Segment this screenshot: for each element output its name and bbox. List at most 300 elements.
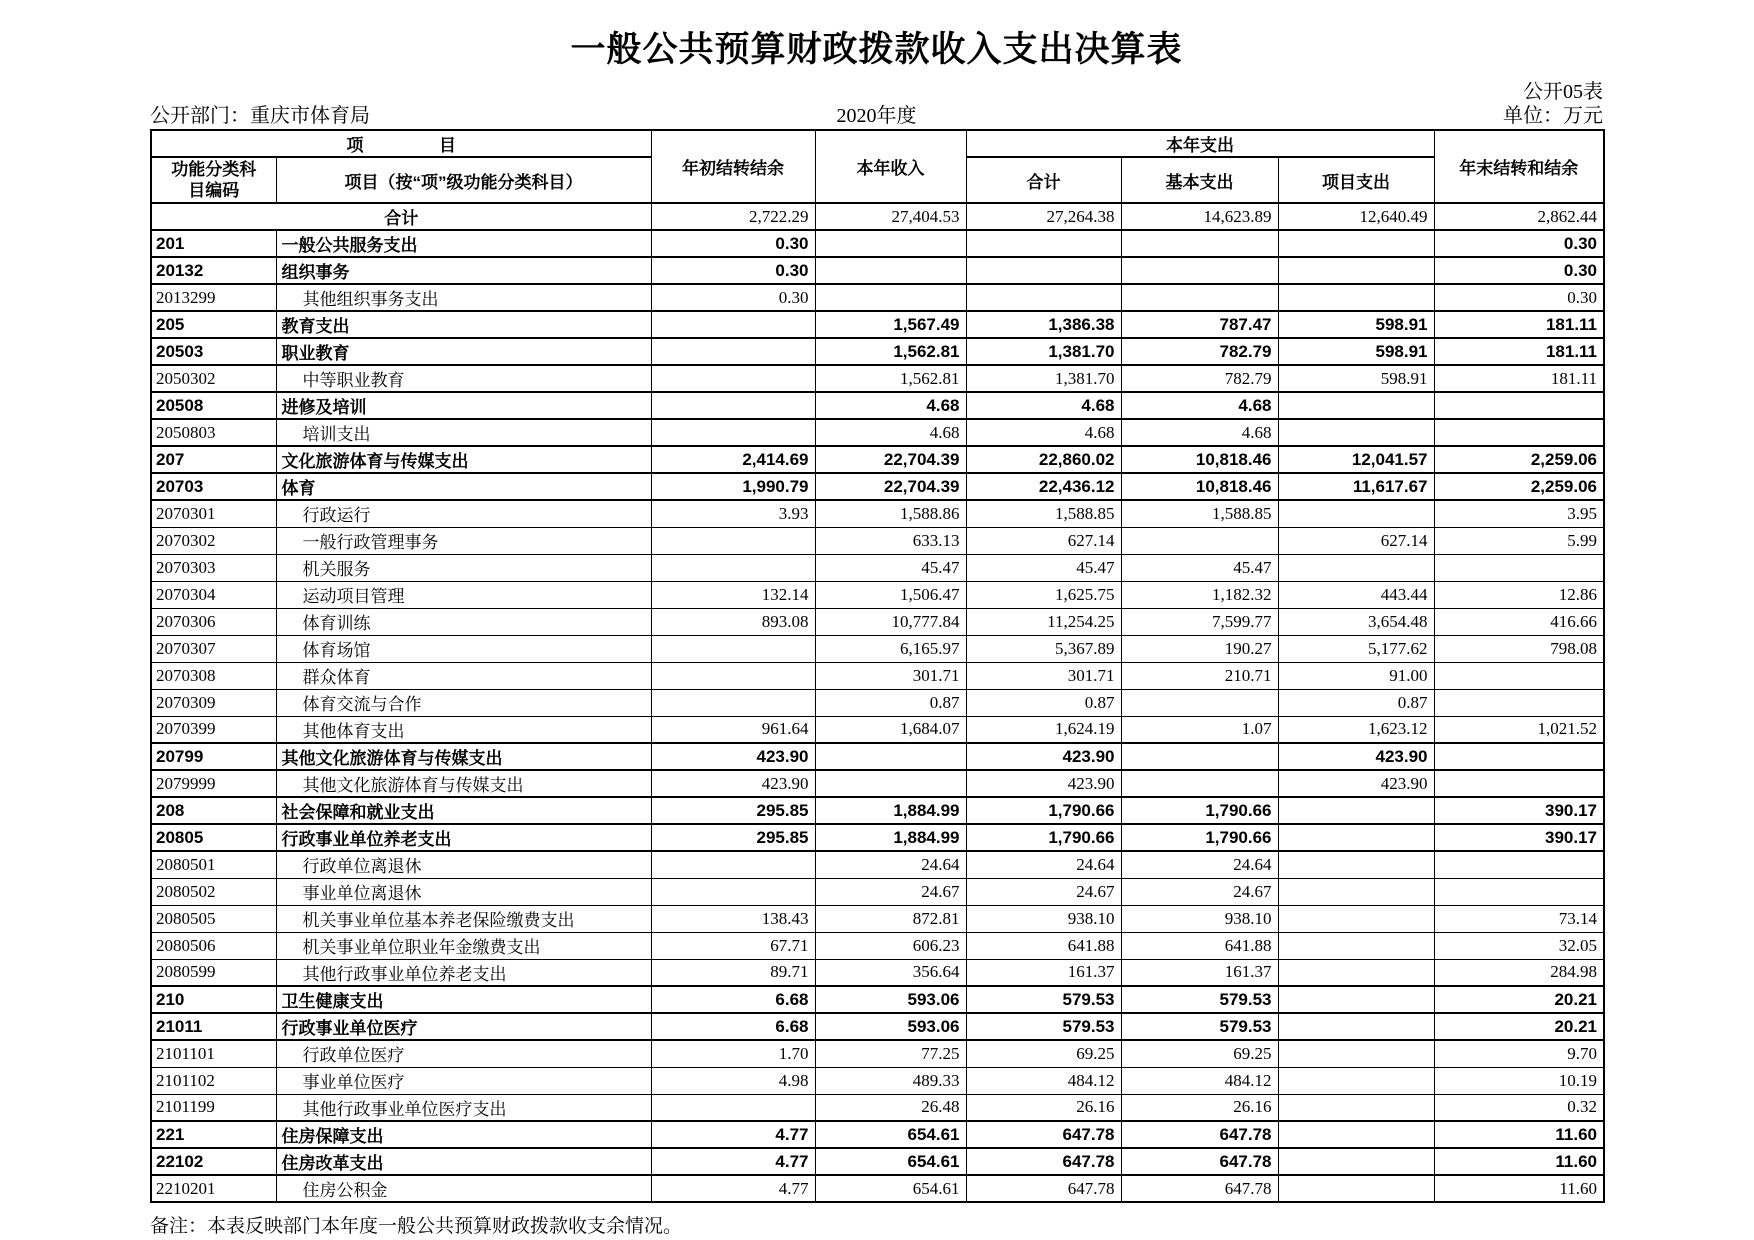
- table-row: [151, 905, 1604, 932]
- table-number-label: 公开05表: [1523, 81, 1603, 103]
- row-value: 390.17: [1434, 824, 1604, 851]
- row-value: [651, 662, 815, 689]
- row-value: 4.98: [651, 1067, 815, 1094]
- table-row: [151, 959, 1604, 986]
- row-function-code: 2080502: [151, 878, 276, 905]
- row-value: 798.08: [1434, 635, 1604, 662]
- header-opening-balance: 年初结转结余: [651, 130, 815, 203]
- row-item-name: 事业单位医疗: [276, 1067, 651, 1094]
- row-value: 2,414.69: [651, 446, 815, 473]
- row-value: 1,790.66: [966, 824, 1121, 851]
- row-value: [651, 689, 815, 716]
- table-row: [151, 338, 1604, 365]
- row-value: 4.68: [815, 419, 966, 446]
- header-item-group: 项 目: [151, 130, 651, 157]
- row-value: [966, 257, 1121, 284]
- table-row: [151, 770, 1604, 797]
- row-value: 0.30: [1434, 230, 1604, 257]
- table-row: [151, 419, 1604, 446]
- table-row: [151, 824, 1604, 851]
- row-value: [1278, 1121, 1434, 1148]
- row-value: [1278, 230, 1434, 257]
- row-function-code: 20703: [151, 473, 276, 500]
- row-value: 0.30: [651, 284, 815, 311]
- row-value: 654.61: [815, 1175, 966, 1202]
- row-item-name: 运动项目管理: [276, 581, 651, 608]
- row-function-code: 2070308: [151, 662, 276, 689]
- row-value: 301.71: [966, 662, 1121, 689]
- table-row: [151, 257, 1604, 284]
- row-value: [651, 878, 815, 905]
- row-value: [1121, 527, 1278, 554]
- row-value: [966, 284, 1121, 311]
- row-value: 938.10: [966, 905, 1121, 932]
- row-value: 1,884.99: [815, 797, 966, 824]
- row-value: 647.78: [966, 1148, 1121, 1175]
- row-item-name: 一般行政管理事务: [276, 527, 651, 554]
- table-row: [151, 797, 1604, 824]
- table-row: [151, 1040, 1604, 1067]
- row-item-name: 事业单位离退休: [276, 878, 651, 905]
- row-function-code: 201: [151, 230, 276, 257]
- header-exp-project: 项目支出: [1278, 157, 1434, 203]
- row-value: [1434, 662, 1604, 689]
- table-row: [151, 1067, 1604, 1094]
- table-header: [151, 130, 1604, 203]
- row-value: 22,436.12: [966, 473, 1121, 500]
- row-value: 598.91: [1278, 311, 1434, 338]
- row-value: [651, 851, 815, 878]
- row-item-name: 体育交流与合作: [276, 689, 651, 716]
- row-value: 12,640.49: [1278, 203, 1434, 230]
- row-value: [815, 284, 966, 311]
- meta-row: [150, 104, 1603, 128]
- row-value: [651, 311, 815, 338]
- row-value: 4.68: [1121, 392, 1278, 419]
- row-value: [1121, 770, 1278, 797]
- row-function-code: 2101199: [151, 1094, 276, 1121]
- row-value: 12.86: [1434, 581, 1604, 608]
- row-value: [1121, 743, 1278, 770]
- table-row: [151, 851, 1604, 878]
- row-value: 390.17: [1434, 797, 1604, 824]
- table-row: [151, 365, 1604, 392]
- header-function-code: 功能分类科 目编码: [151, 157, 276, 203]
- row-value: 1,625.75: [966, 581, 1121, 608]
- table-row: [151, 311, 1604, 338]
- row-value: 1,588.86: [815, 500, 966, 527]
- row-function-code: 2070303: [151, 554, 276, 581]
- row-function-code: 20799: [151, 743, 276, 770]
- row-function-code: 2070306: [151, 608, 276, 635]
- row-value: 1,182.32: [1121, 581, 1278, 608]
- department-label: 公开部门：重庆市体育局: [150, 105, 370, 127]
- row-value: [1278, 419, 1434, 446]
- row-value: 647.78: [1121, 1121, 1278, 1148]
- row-value: 132.14: [651, 581, 815, 608]
- row-value: 641.88: [966, 932, 1121, 959]
- row-value: 45.47: [966, 554, 1121, 581]
- row-value: 4.68: [815, 392, 966, 419]
- row-value: 2,259.06: [1434, 473, 1604, 500]
- row-item-name: 中等职业教育: [276, 365, 651, 392]
- row-value: [1434, 851, 1604, 878]
- row-value: [815, 743, 966, 770]
- row-value: 484.12: [1121, 1067, 1278, 1094]
- row-value: [1278, 1175, 1434, 1202]
- row-value: 284.98: [1434, 959, 1604, 986]
- row-item-name: 行政事业单位养老支出: [276, 824, 651, 851]
- row-value: 416.66: [1434, 608, 1604, 635]
- table-row: [151, 500, 1604, 527]
- row-value: [1434, 743, 1604, 770]
- row-value: 24.67: [1121, 878, 1278, 905]
- row-item-name: 职业教育: [276, 338, 651, 365]
- table-row: [151, 203, 1604, 230]
- row-value: 0.30: [1434, 257, 1604, 284]
- row-value: 423.90: [651, 770, 815, 797]
- row-value: 423.90: [1278, 770, 1434, 797]
- row-value: [1121, 230, 1278, 257]
- row-value: 73.14: [1434, 905, 1604, 932]
- row-item-name: 群众体育: [276, 662, 651, 689]
- row-value: [1278, 1040, 1434, 1067]
- row-value: 893.08: [651, 608, 815, 635]
- row-value: [815, 770, 966, 797]
- row-value: 593.06: [815, 1013, 966, 1040]
- row-value: 961.64: [651, 716, 815, 743]
- row-value: 489.33: [815, 1067, 966, 1094]
- row-value: 2,259.06: [1434, 446, 1604, 473]
- row-value: [651, 527, 815, 554]
- row-value: 579.53: [966, 986, 1121, 1013]
- row-value: [1121, 284, 1278, 311]
- row-function-code: 2070304: [151, 581, 276, 608]
- row-value: 1,790.66: [1121, 824, 1278, 851]
- table-row: [151, 446, 1604, 473]
- table-row: [151, 581, 1604, 608]
- row-value: 26.48: [815, 1094, 966, 1121]
- row-value: 181.11: [1434, 338, 1604, 365]
- row-value: 1,381.70: [966, 365, 1121, 392]
- fiscal-table: [150, 129, 1605, 1203]
- row-value: [1434, 689, 1604, 716]
- row-value: 423.90: [1278, 743, 1434, 770]
- row-value: 27,404.53: [815, 203, 966, 230]
- table-row: [151, 1148, 1604, 1175]
- table-row: [151, 662, 1604, 689]
- table-row: [151, 716, 1604, 743]
- row-value: 2,862.44: [1434, 203, 1604, 230]
- row-value: 77.25: [815, 1040, 966, 1067]
- row-item-name: 行政事业单位医疗: [276, 1013, 651, 1040]
- row-item-name: 其他行政事业单位医疗支出: [276, 1094, 651, 1121]
- row-value: [1278, 905, 1434, 932]
- row-value: 69.25: [966, 1040, 1121, 1067]
- row-value: 12,041.57: [1278, 446, 1434, 473]
- row-value: [1434, 419, 1604, 446]
- row-value: 22,704.39: [815, 446, 966, 473]
- row-value: [966, 230, 1121, 257]
- row-value: 627.14: [966, 527, 1121, 554]
- row-function-code: 2050302: [151, 365, 276, 392]
- row-value: [1121, 689, 1278, 716]
- row-value: 45.47: [815, 554, 966, 581]
- row-function-code: 2050803: [151, 419, 276, 446]
- table-row: [151, 230, 1604, 257]
- row-value: 26.16: [1121, 1094, 1278, 1121]
- row-function-code: 2070301: [151, 500, 276, 527]
- row-value: [1278, 1094, 1434, 1121]
- table-row: [151, 284, 1604, 311]
- row-value: 1,990.79: [651, 473, 815, 500]
- row-value: 1,381.70: [966, 338, 1121, 365]
- row-value: 1,021.52: [1434, 716, 1604, 743]
- row-item-name: 住房保障支出: [276, 1121, 651, 1148]
- row-value: 4.77: [651, 1148, 815, 1175]
- row-value: 1,624.19: [966, 716, 1121, 743]
- row-value: 1,790.66: [966, 797, 1121, 824]
- row-value: [1434, 770, 1604, 797]
- header-income: 本年收入: [815, 130, 966, 203]
- row-value: 1.07: [1121, 716, 1278, 743]
- row-value: 10.19: [1434, 1067, 1604, 1094]
- row-value: [1278, 257, 1434, 284]
- row-value: 7,599.77: [1121, 608, 1278, 635]
- row-value: [815, 230, 966, 257]
- row-value: [1278, 986, 1434, 1013]
- row-value: 190.27: [1121, 635, 1278, 662]
- row-value: [1278, 1067, 1434, 1094]
- row-value: 647.78: [966, 1175, 1121, 1202]
- row-value: 210.71: [1121, 662, 1278, 689]
- table-row: [151, 608, 1604, 635]
- row-value: 5,177.62: [1278, 635, 1434, 662]
- row-value: 24.67: [815, 878, 966, 905]
- row-item-name: 住房改革支出: [276, 1148, 651, 1175]
- table-row: [151, 1094, 1604, 1121]
- row-value: 11,254.25: [966, 608, 1121, 635]
- row-value: 3.95: [1434, 500, 1604, 527]
- row-value: [1434, 878, 1604, 905]
- row-value: 10,818.46: [1121, 446, 1278, 473]
- row-value: 443.44: [1278, 581, 1434, 608]
- row-value: 654.61: [815, 1148, 966, 1175]
- row-value: 1,386.38: [966, 311, 1121, 338]
- row-item-name: 教育支出: [276, 311, 651, 338]
- table-row: [151, 932, 1604, 959]
- row-value: 484.12: [966, 1067, 1121, 1094]
- row-item-name: 其他文化旅游体育与传媒支出: [276, 770, 651, 797]
- row-value: 5,367.89: [966, 635, 1121, 662]
- row-value: 24.67: [966, 878, 1121, 905]
- row-value: 10,777.84: [815, 608, 966, 635]
- row-value: 181.11: [1434, 365, 1604, 392]
- row-value: [651, 392, 815, 419]
- table-row: [151, 689, 1604, 716]
- row-value: 423.90: [651, 743, 815, 770]
- row-function-code: 21011: [151, 1013, 276, 1040]
- row-value: 0.30: [651, 257, 815, 284]
- row-item-name: 进修及培训: [276, 392, 651, 419]
- row-value: 24.64: [966, 851, 1121, 878]
- row-value: 295.85: [651, 824, 815, 851]
- row-value: [1278, 824, 1434, 851]
- row-value: 6.68: [651, 1013, 815, 1040]
- row-value: [1278, 554, 1434, 581]
- row-value: 0.87: [1278, 689, 1434, 716]
- row-value: [651, 554, 815, 581]
- row-value: 9.70: [1434, 1040, 1604, 1067]
- row-value: 782.79: [1121, 365, 1278, 392]
- row-item-name: 住房公积金: [276, 1175, 651, 1202]
- row-value: [1278, 932, 1434, 959]
- row-value: 938.10: [1121, 905, 1278, 932]
- row-item-name: 行政单位离退休: [276, 851, 651, 878]
- row-item-name: 卫生健康支出: [276, 986, 651, 1013]
- table-row: [151, 392, 1604, 419]
- row-function-code: 2210201: [151, 1175, 276, 1202]
- row-value: 356.64: [815, 959, 966, 986]
- row-value: 598.91: [1278, 338, 1434, 365]
- row-value: 1,588.85: [1121, 500, 1278, 527]
- row-value: 91.00: [1278, 662, 1434, 689]
- table-row: [151, 1121, 1604, 1148]
- row-value: 138.43: [651, 905, 815, 932]
- row-value: 295.85: [651, 797, 815, 824]
- header-closing-balance: 年末结转和结余: [1434, 130, 1604, 203]
- row-function-code: 2101101: [151, 1040, 276, 1067]
- row-value: [651, 419, 815, 446]
- row-function-code: 20503: [151, 338, 276, 365]
- row-value: 69.25: [1121, 1040, 1278, 1067]
- row-item-name: 一般公共服务支出: [276, 230, 651, 257]
- row-value: 26.16: [966, 1094, 1121, 1121]
- table-row: [151, 986, 1604, 1013]
- row-value: 606.23: [815, 932, 966, 959]
- row-item-name: 其他行政事业单位养老支出: [276, 959, 651, 986]
- row-value: 4.68: [1121, 419, 1278, 446]
- table-row: [151, 878, 1604, 905]
- row-value: 0.30: [651, 230, 815, 257]
- row-value: 4.77: [651, 1121, 815, 1148]
- row-value: [1278, 1148, 1434, 1175]
- row-value: 633.13: [815, 527, 966, 554]
- row-function-code: 205: [151, 311, 276, 338]
- row-value: 5.99: [1434, 527, 1604, 554]
- row-function-code: 2080505: [151, 905, 276, 932]
- row-value: 14,623.89: [1121, 203, 1278, 230]
- row-value: 1,588.85: [966, 500, 1121, 527]
- table-row: [151, 473, 1604, 500]
- row-value: [1434, 392, 1604, 419]
- row-value: 1,623.12: [1278, 716, 1434, 743]
- row-value: 1,567.49: [815, 311, 966, 338]
- row-value: 10,818.46: [1121, 473, 1278, 500]
- row-value: [815, 257, 966, 284]
- row-function-code: 22102: [151, 1148, 276, 1175]
- row-function-code: 20508: [151, 392, 276, 419]
- row-value: [651, 635, 815, 662]
- row-value: 67.71: [651, 932, 815, 959]
- row-value: [1278, 959, 1434, 986]
- row-item-name: 其他组织事务支出: [276, 284, 651, 311]
- row-value: 1,562.81: [815, 338, 966, 365]
- row-value: 11.60: [1434, 1175, 1604, 1202]
- row-item-name: 其他文化旅游体育与传媒支出: [276, 743, 651, 770]
- table-row: [151, 527, 1604, 554]
- row-value: 579.53: [966, 1013, 1121, 1040]
- page-title: 一般公共预算财政拨款收入支出决算表: [570, 30, 1183, 69]
- row-value: [651, 365, 815, 392]
- row-item-name: 机关事业单位职业年金缴费支出: [276, 932, 651, 959]
- row-value: 0.87: [815, 689, 966, 716]
- row-value: 787.47: [1121, 311, 1278, 338]
- row-value: 161.37: [966, 959, 1121, 986]
- row-value: 32.05: [1434, 932, 1604, 959]
- row-value: 4.68: [966, 419, 1121, 446]
- unit-label: 单位：万元: [1502, 105, 1603, 127]
- row-function-code: 2079999: [151, 770, 276, 797]
- row-value: 579.53: [1121, 1013, 1278, 1040]
- row-value: 6,165.97: [815, 635, 966, 662]
- footnote: 备注：本表反映部门本年度一般公共预算财政拨款收支余情况。: [150, 1216, 683, 1237]
- row-value: [651, 1094, 815, 1121]
- row-total-label: 合计: [151, 203, 651, 230]
- row-function-code: 2070307: [151, 635, 276, 662]
- row-value: 45.47: [1121, 554, 1278, 581]
- row-value: [1278, 392, 1434, 419]
- row-value: 423.90: [966, 743, 1121, 770]
- row-function-code: 20805: [151, 824, 276, 851]
- header-item-name: 项目（按“项”级功能分类科目）: [276, 157, 651, 203]
- table-body: [151, 203, 1604, 1202]
- row-value: 1,884.99: [815, 824, 966, 851]
- table-row: [151, 743, 1604, 770]
- row-value: [1278, 1013, 1434, 1040]
- row-value: 181.11: [1434, 311, 1604, 338]
- row-value: [1434, 554, 1604, 581]
- row-value: 2,722.29: [651, 203, 815, 230]
- row-value: [651, 338, 815, 365]
- row-value: 0.87: [966, 689, 1121, 716]
- row-value: 593.06: [815, 986, 966, 1013]
- row-value: [1121, 257, 1278, 284]
- row-value: 3.93: [651, 500, 815, 527]
- row-value: 4.68: [966, 392, 1121, 419]
- row-value: 872.81: [815, 905, 966, 932]
- row-value: 641.88: [1121, 932, 1278, 959]
- row-function-code: 2013299: [151, 284, 276, 311]
- row-value: 1,562.81: [815, 365, 966, 392]
- row-value: 20.21: [1434, 1013, 1604, 1040]
- row-function-code: 2080506: [151, 932, 276, 959]
- row-value: 4.77: [651, 1175, 815, 1202]
- row-value: 89.71: [651, 959, 815, 986]
- row-value: 654.61: [815, 1121, 966, 1148]
- row-function-code: 207: [151, 446, 276, 473]
- table-row: [151, 1175, 1604, 1202]
- row-function-code: 20132: [151, 257, 276, 284]
- row-item-name: 组织事务: [276, 257, 651, 284]
- row-item-name: 机关服务: [276, 554, 651, 581]
- row-item-name: 文化旅游体育与传媒支出: [276, 446, 651, 473]
- row-function-code: 2070309: [151, 689, 276, 716]
- row-function-code: 2080599: [151, 959, 276, 986]
- row-value: 22,704.39: [815, 473, 966, 500]
- row-value: 20.21: [1434, 986, 1604, 1013]
- row-function-code: 2080501: [151, 851, 276, 878]
